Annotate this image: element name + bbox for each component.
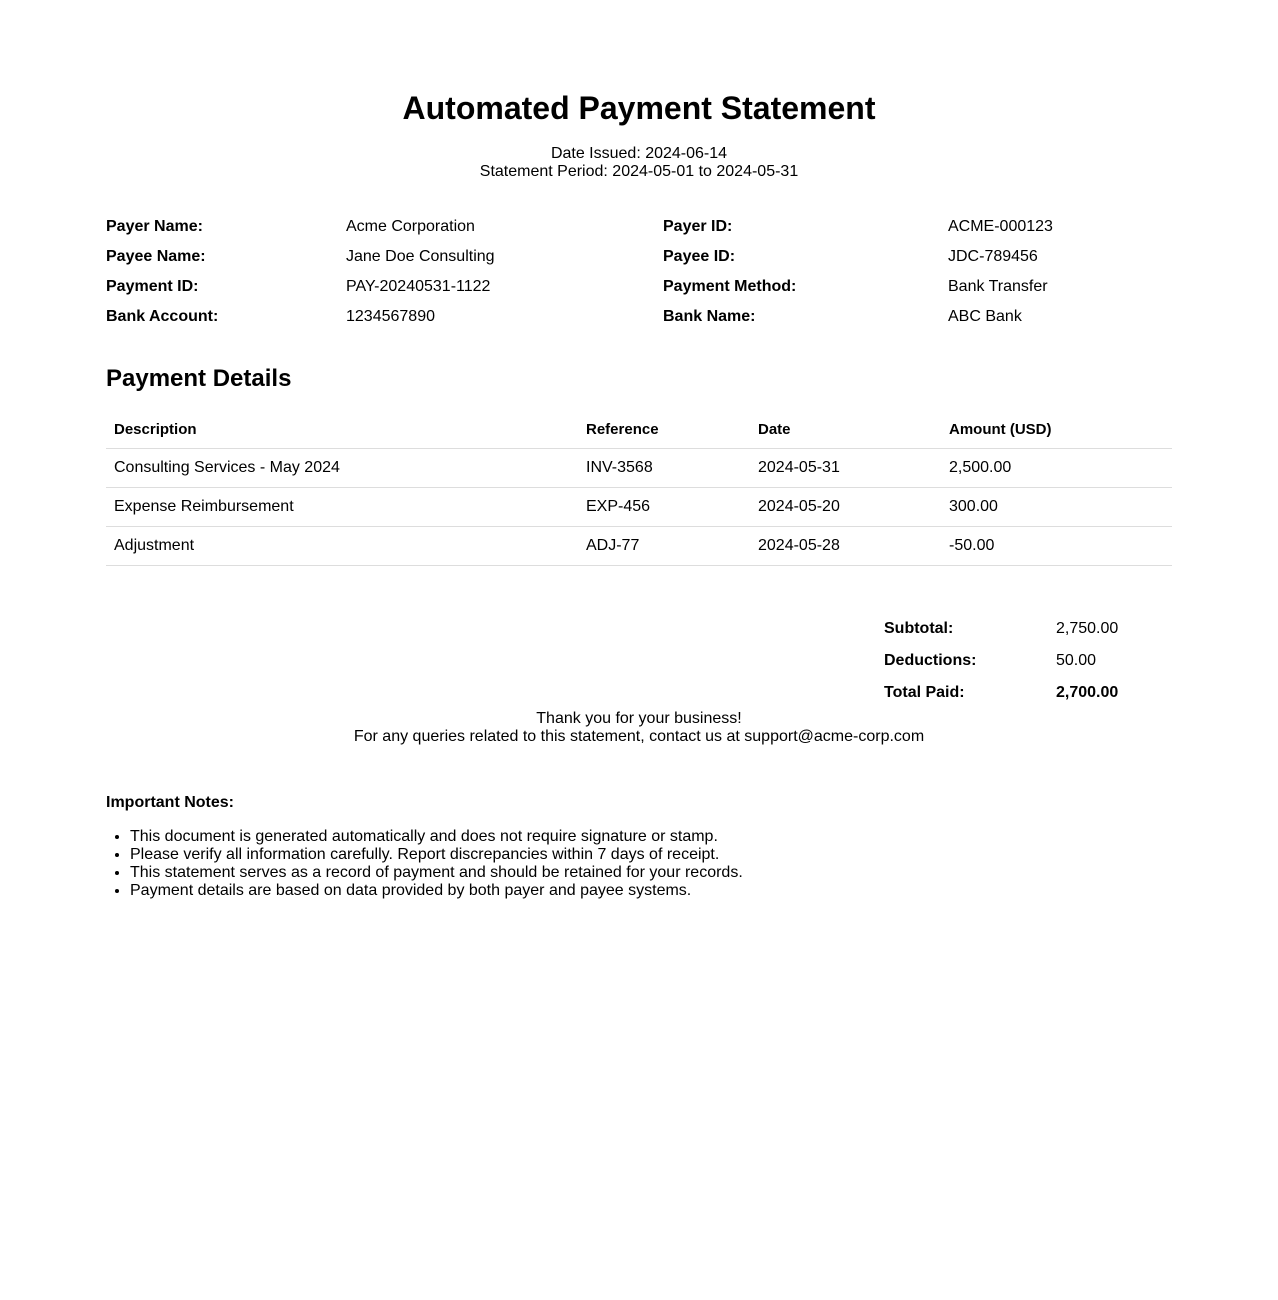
bank-name-label: Bank Name:: [663, 308, 756, 325]
deductions-label: Deductions:: [884, 652, 977, 669]
cell-date: 2024-05-20: [750, 488, 941, 527]
statement-period: Statement Period: 2024-05-01 to 2024-05-31: [479, 163, 799, 180]
table-row: [106, 449, 1172, 488]
payer-name-value: Acme Corporation: [346, 218, 475, 235]
payer-name-label: Payer Name:: [106, 218, 203, 235]
list-item: • Please verify all information carefully. Report discrepancies within 7 days of receipt.: [130, 846, 743, 864]
total-paid-label: Total Paid:: [884, 684, 965, 701]
cell-date: 2024-05-31: [750, 449, 941, 488]
cell-reference: INV-3568: [578, 449, 750, 488]
list-item: • Payment details are based on data provided by both payer and payee systems.: [130, 882, 743, 900]
important-notes-heading: Important Notes:: [106, 794, 234, 811]
cell-amount: 300.00: [941, 488, 1172, 527]
column-header-date: Date: [750, 411, 941, 449]
payee-id-value: JDC-789456: [948, 248, 1038, 265]
date-issued: Date Issued: 2024-06-14: [550, 145, 728, 162]
info-row-payee: [106, 243, 1172, 273]
table-row: [106, 527, 1172, 566]
payment-method-label: Payment Method:: [663, 278, 797, 295]
list-item: • This document is generated automatically and does not require signature or stamp.: [130, 828, 743, 846]
cell-date: 2024-05-28: [750, 527, 941, 566]
column-header-amount: Amount (USD): [941, 411, 1172, 449]
cell-description: Adjustment: [106, 527, 578, 566]
cell-reference: ADJ-77: [578, 527, 750, 566]
contact-text: For any queries related to this statement, contact us at support@acme-corp.com: [353, 728, 925, 745]
subtotal-row: [884, 614, 1144, 646]
statement-title: Automated Payment Statement: [402, 90, 876, 126]
payee-id-label: Payee ID:: [663, 248, 736, 265]
cell-amount: 2,500.00: [941, 449, 1172, 488]
column-header-reference: Reference: [578, 411, 750, 449]
important-notes-list: [106, 828, 743, 900]
footer-message: [0, 710, 1278, 746]
list-item: • This statement serves as a record of payment and should be retained for your records.: [130, 864, 743, 882]
subtotal-label: Subtotal:: [884, 620, 954, 637]
payment-details-table: [106, 411, 1172, 566]
cell-amount: -50.00: [941, 527, 1172, 566]
payment-details-heading: Payment Details: [106, 365, 292, 392]
bank-name-value: ABC Bank: [948, 308, 1022, 325]
info-row-payer: [106, 213, 1172, 243]
payment-id-value: PAY-20240531-1122: [346, 278, 491, 295]
info-row-bank: [106, 303, 1172, 333]
deductions-row: [884, 646, 1144, 678]
deductions-value: 50.00: [1056, 652, 1097, 669]
info-row-payment: [106, 273, 1172, 303]
payer-id-value: ACME-000123: [948, 218, 1053, 235]
cell-reference: EXP-456: [578, 488, 750, 527]
payee-name-label: Payee Name:: [106, 248, 206, 265]
payee-name-value: Jane Doe Consulting: [346, 248, 495, 265]
payer-id-label: Payer ID:: [663, 218, 733, 235]
table-header-row: [106, 411, 1172, 449]
payment-id-label: Payment ID:: [106, 278, 199, 295]
cell-description: Consulting Services - May 2024: [106, 449, 578, 488]
statement-meta: [0, 145, 1278, 181]
thank-you-text: Thank you for your business!: [536, 710, 742, 727]
table-row: [106, 488, 1172, 527]
bank-account-value: 1234567890: [346, 308, 435, 325]
total-paid-row: [884, 678, 1144, 710]
totals-summary: [884, 614, 1144, 710]
cell-description: Expense Reimbursement: [106, 488, 578, 527]
total-paid-value: 2,700.00: [1056, 684, 1119, 701]
column-header-description: Description: [106, 411, 578, 449]
payment-info-grid: [106, 213, 1172, 333]
bank-account-label: Bank Account:: [106, 308, 219, 325]
payment-method-value: Bank Transfer: [948, 278, 1048, 295]
subtotal-value: 2,750.00: [1056, 620, 1119, 637]
